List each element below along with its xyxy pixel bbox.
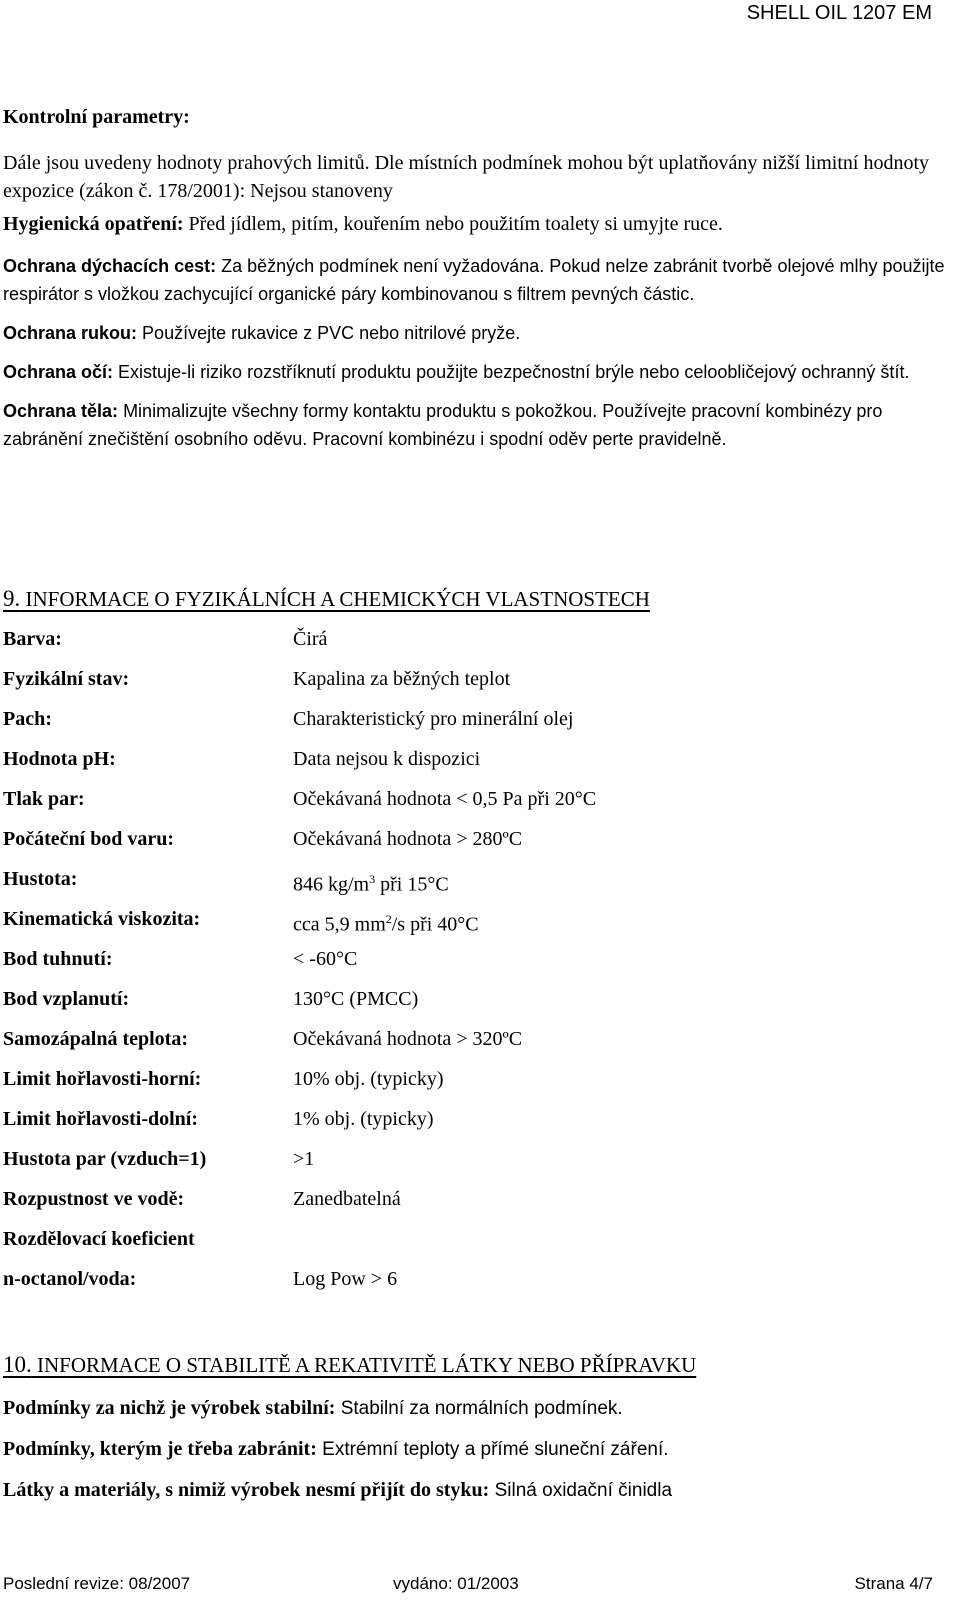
hygiene-measures — [3, 210, 953, 238]
section-9-heading — [3, 586, 650, 612]
property-value: 130°C (PMCC) — [293, 988, 419, 1010]
conditions-to-avoid — [3, 1436, 953, 1463]
avoid-text: Extrémní teploty a přímé sluneční záření. — [322, 1439, 669, 1460]
property-value: Charakteristický pro minerální olej — [293, 708, 574, 730]
property-label: Bod tuhnutí: — [3, 948, 113, 970]
property-label: n-octanol/voda: — [3, 1268, 137, 1290]
property-label: Bod vzplanutí: — [3, 988, 130, 1010]
footer-revision: Poslední revize: 08/2007 — [3, 1574, 191, 1593]
property-row — [3, 1186, 933, 1226]
property-row — [3, 986, 933, 1026]
respiratory-text: Za běžných podmínek není vyžadována. Pokud nelze zabránit tvorbě olejové mlhy použijte respirátor s vložkou zachycující organické páry kombinovanou s filtrem pevných částic. — [3, 256, 945, 304]
hands-label: Ochrana rukou: — [3, 323, 138, 343]
property-value — [293, 906, 479, 938]
property-row — [3, 706, 933, 746]
property-value: Očekávaná hodnota < 0,5 Pa při 20°C — [293, 788, 597, 810]
property-label: Rozpustnost ve vodě: — [3, 1188, 185, 1210]
property-value: >1 — [293, 1148, 315, 1170]
control-parameters-section — [3, 106, 953, 464]
hygiene-label: Hygienická opatření: — [3, 213, 184, 235]
property-value: Očekávaná hodnota > 320ºC — [293, 1028, 523, 1050]
property-label: Fyzikální stav: — [3, 668, 130, 690]
property-label: Rozdělovací koeficient — [3, 1228, 195, 1250]
property-value: 1% obj. (typicky) — [293, 1108, 434, 1130]
property-row — [3, 666, 933, 706]
hand-protection — [3, 319, 953, 347]
property-value: < -60°C — [293, 948, 358, 970]
section-10-number: 10. — [3, 1352, 32, 1377]
property-value: Kapalina za běžných teplot — [293, 668, 511, 690]
body-label: Ochrana těla: — [3, 401, 119, 421]
property-label: Hodnota pH: — [3, 748, 116, 770]
property-value: Čirá — [293, 628, 328, 650]
eyes-label: Ochrana očí: — [3, 362, 114, 382]
property-value: Log Pow > 6 — [293, 1268, 398, 1290]
section-10-heading — [3, 1352, 696, 1378]
property-row — [3, 626, 933, 666]
body-text: Minimalizujte všechny formy kontaktu produktu s pokožkou. Používejte pracovní kombinézy pro zabránění znečištění osobního oděvu. Pracovní kombinézu i spodní oděv perte pravidelně. — [3, 401, 883, 449]
body-protection — [3, 397, 953, 453]
property-value: Očekávaná hodnota > 280ºC — [293, 828, 523, 850]
value-part: cca 5,9 mm — [293, 913, 386, 936]
incompatible-text: Silná oxidační činidla — [494, 1480, 673, 1501]
stability-conditions — [3, 1395, 953, 1422]
property-label: Hustota: — [3, 868, 78, 890]
eyes-text: Existuje-li riziko rozstříknutí produktu použijte bezpečnostní brýle nebo celoobličejový ochranný štít. — [118, 362, 910, 382]
hands-text: Používejte rukavice z PVC nebo nitrilové pryže. — [142, 323, 521, 343]
property-row — [3, 826, 933, 866]
exposure-limits-text: Dále jsou uvedeny hodnoty prahových limitů. Dle místních podmínek mohou být uplatňovány nižší limitní hodnoty expozice (zákon č. 178/2001): Nejsou stanoveny — [3, 152, 930, 202]
property-row — [3, 746, 933, 786]
property-row — [3, 866, 933, 906]
value-part: 846 kg/m — [293, 873, 370, 896]
section-9-number: 9. — [3, 586, 21, 611]
control-parameters-heading: Kontrolní parametry: — [3, 106, 190, 128]
property-label: Limit hořlavosti-dolní: — [3, 1108, 199, 1130]
value-part: /s při 40°C — [391, 913, 479, 936]
property-row — [3, 1266, 933, 1306]
incompatible-label: Látky a materiály, s nimiž výrobek nesmí přijít do styku: — [3, 1479, 490, 1501]
stable-label: Podmínky za nichž je výrobek stabilní: — [3, 1397, 336, 1419]
property-row — [3, 946, 933, 986]
incompatible-materials — [3, 1477, 953, 1504]
property-label: Limit hořlavosti-horní: — [3, 1068, 202, 1090]
value-superscript: 2 — [385, 912, 392, 926]
property-row — [3, 906, 933, 946]
respiratory-protection — [3, 252, 953, 308]
property-value — [293, 866, 449, 898]
property-row — [3, 786, 933, 826]
section-10-title: INFORMACE O STABILITĚ A REKATIVITĚ LÁTKY NEBO PŘÍPRAVKU — [37, 1353, 697, 1377]
property-value: Zanedbatelná — [293, 1188, 401, 1210]
page-footer — [3, 1574, 933, 1598]
footer-issued: vydáno: 01/2003 — [393, 1574, 519, 1593]
stable-text: Stabilní za normálních podmínek. — [340, 1398, 623, 1419]
properties-table — [3, 626, 933, 1306]
property-row — [3, 1026, 933, 1066]
property-label: Hustota par (vzduch=1) — [3, 1148, 207, 1170]
property-value: 10% obj. (typicky) — [293, 1068, 444, 1090]
property-row — [3, 1066, 933, 1106]
hygiene-text: Před jídlem, pitím, kouřením nebo použitím toalety si umyjte ruce. — [188, 213, 723, 235]
section-9-title: INFORMACE O FYZIKÁLNÍCH A CHEMICKÝCH VLASTNOSTECH — [25, 587, 650, 611]
footer-page-number: Strana 4/7 — [854, 1574, 933, 1593]
eye-protection — [3, 358, 953, 386]
property-row — [3, 1146, 933, 1186]
stability-section — [3, 1395, 953, 1518]
value-part: při 15°C — [375, 873, 449, 896]
property-value: Data nejsou k dispozici — [293, 748, 481, 770]
property-label: Pach: — [3, 708, 52, 730]
property-label: Barva: — [3, 628, 62, 650]
respiratory-label: Ochrana dýchacích cest: — [3, 256, 217, 276]
property-row — [3, 1106, 933, 1146]
value-superscript: 3 — [369, 872, 376, 886]
property-label: Tlak par: — [3, 788, 85, 810]
avoid-label: Podmínky, kterým je třeba zabránit: — [3, 1438, 317, 1460]
property-label: Kinematická viskozita: — [3, 908, 201, 930]
document-header-title: SHELL OIL 1207 EM — [746, 2, 932, 24]
property-row — [3, 1226, 933, 1266]
property-label: Počáteční bod varu: — [3, 828, 175, 850]
property-label: Samozápalná teplota: — [3, 1028, 188, 1050]
